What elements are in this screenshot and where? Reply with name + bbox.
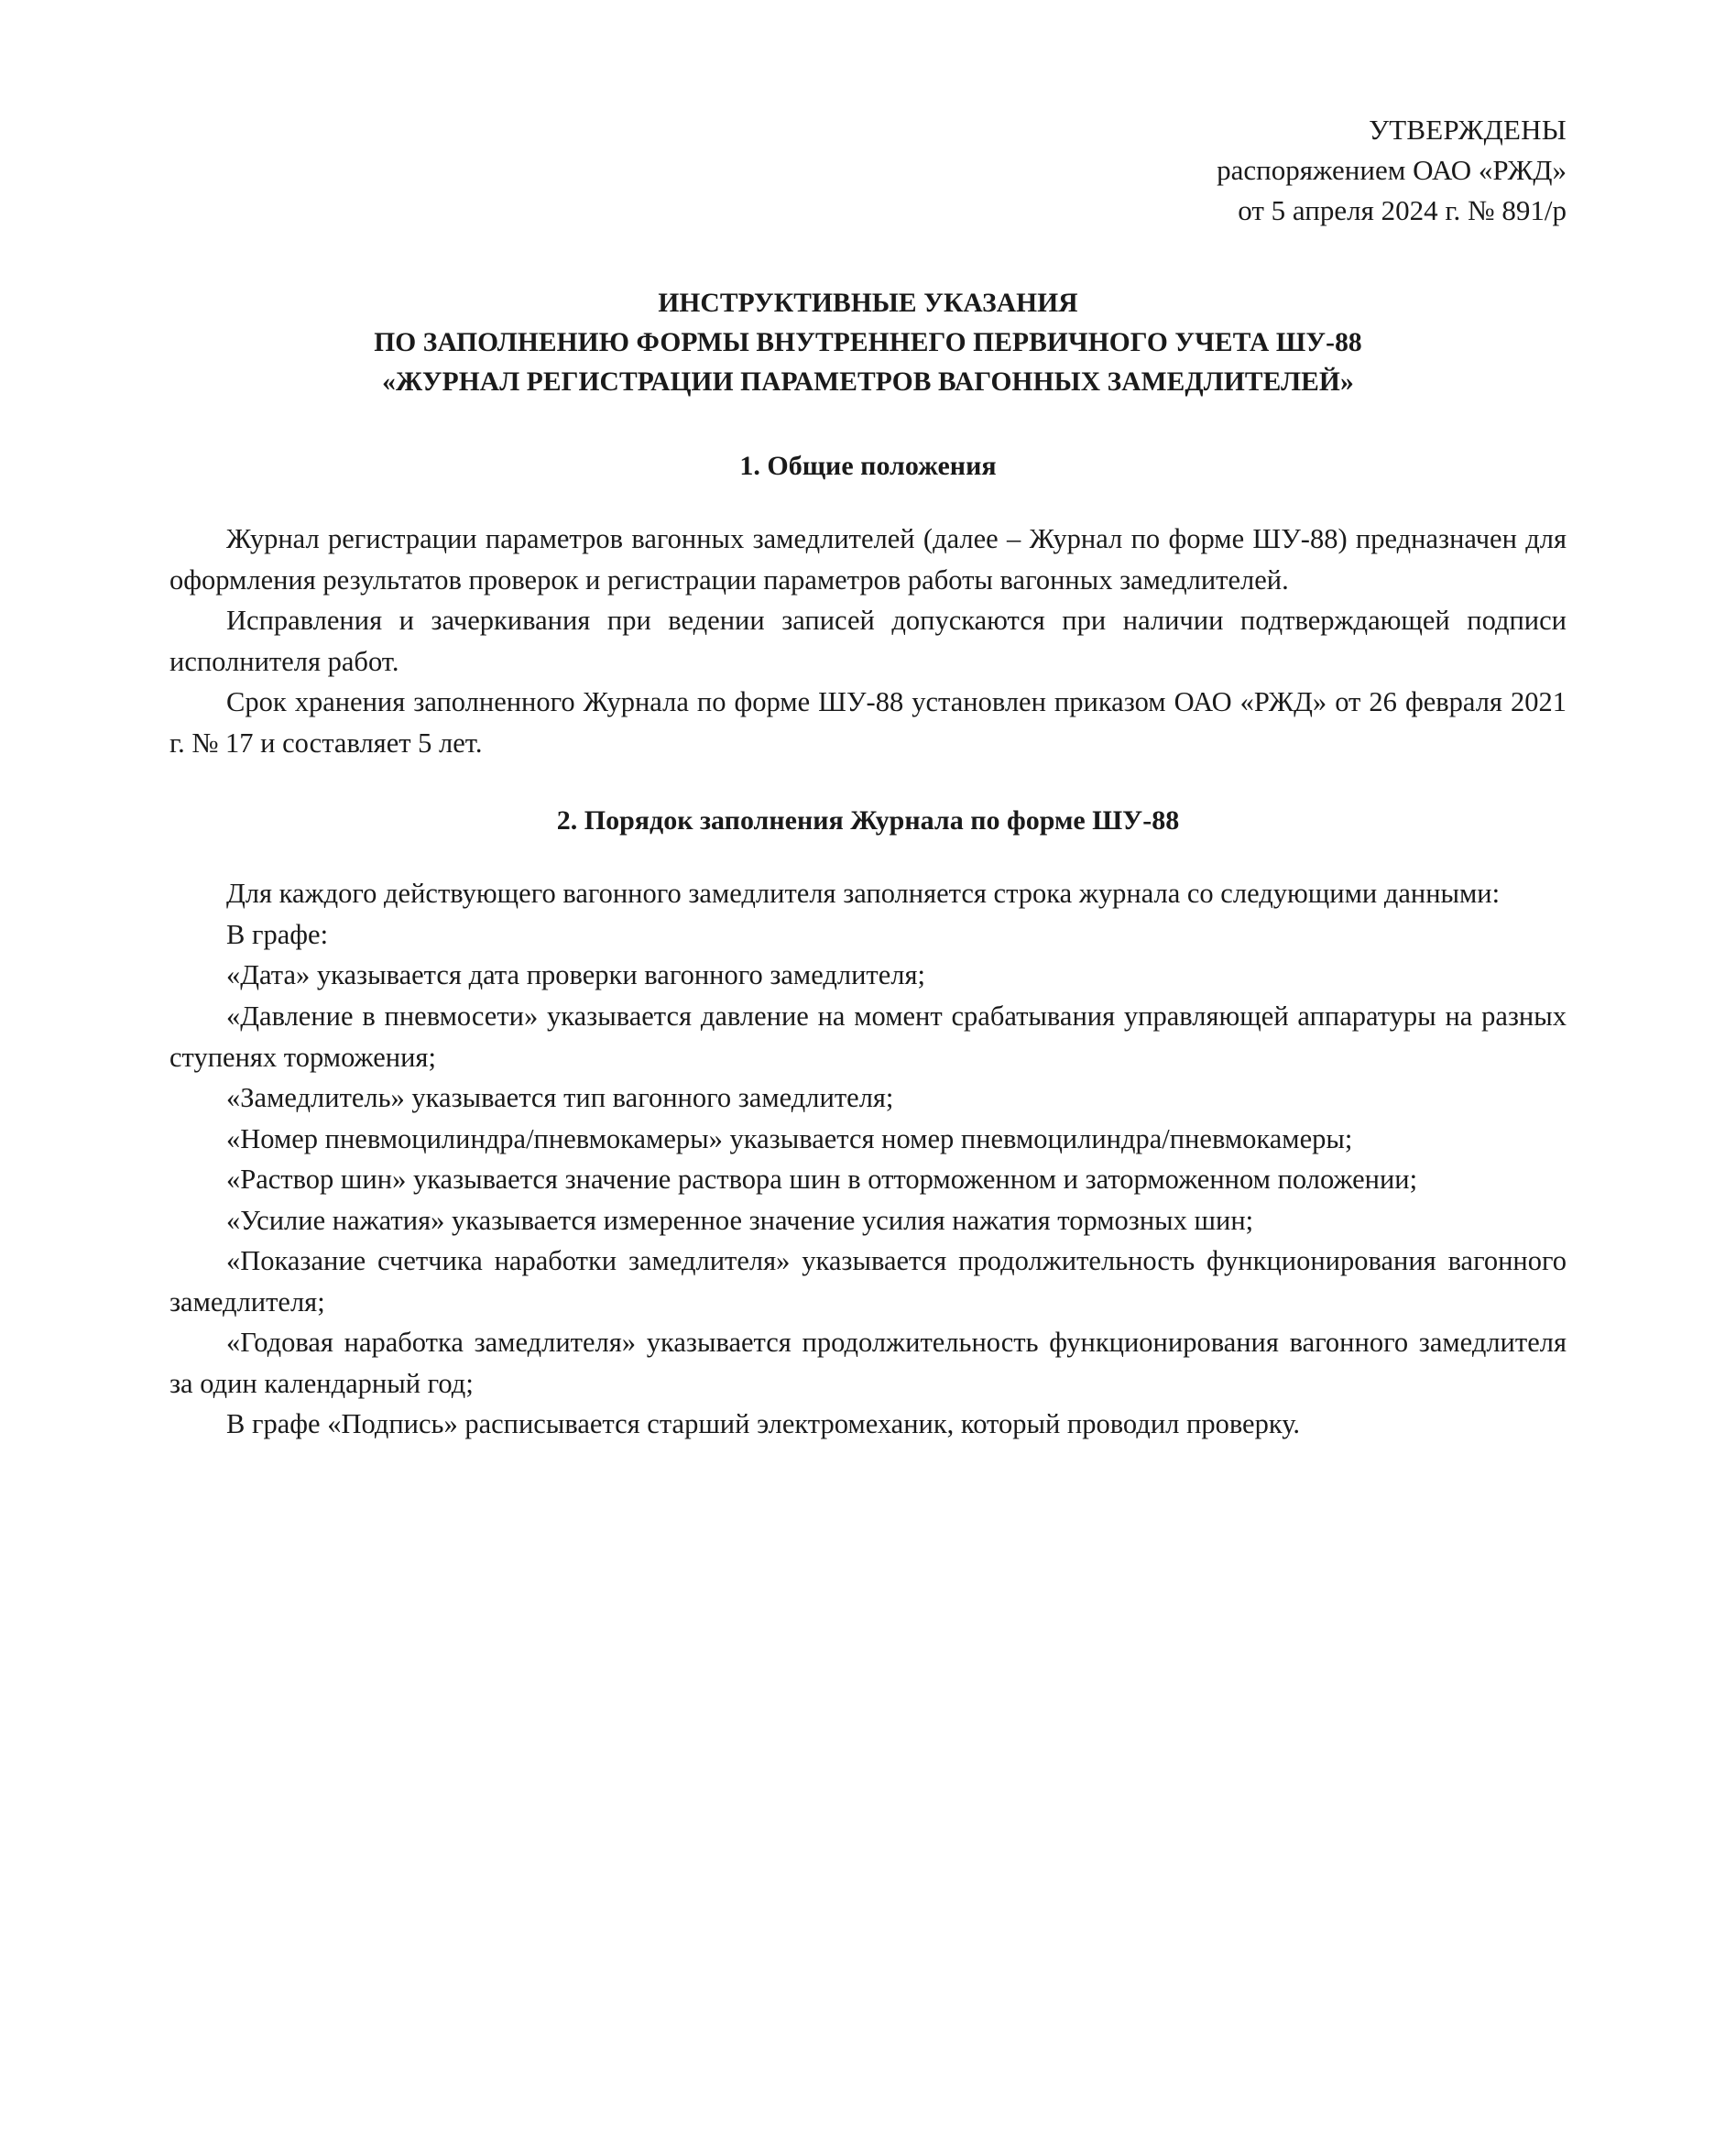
title-line-2: ПО ЗАПОЛНЕНИЮ ФОРМЫ ВНУТРЕННЕГО ПЕРВИЧНОГО УЧЕТА ШУ-88 [374, 327, 1362, 357]
title-line-1: ИНСТРУКТИВНЫЕ УКАЗАНИЯ [658, 289, 1078, 319]
section-2-paragraph-10: «Годовая наработка замедлителя» указывается продолжительность функционирования вагонного замедлителя за один календарный год; [169, 1327, 1567, 1399]
section-2-paragraph-1: Для каждого действующего вагонного замедлителя заполняется строка журнала со следующими данными: [226, 878, 1501, 910]
page-title [169, 284, 1567, 401]
title-line-3: «ЖУРНАЛ РЕГИСТРАЦИИ ПАРАМЕТРОВ ВАГОННЫХ ЗАМЕДЛИТЕЛЕЙ» [382, 366, 1354, 397]
section-1-heading: 1. Общие положения [739, 451, 997, 482]
section-1-paragraph-1: Журнал регистрации параметров вагонных замедлителей (далее – Журнал по форме ШУ-88) предназначен для оформления результатов проверок и регистрации параметров работы вагонных замедлителей. [169, 523, 1567, 596]
section-2-paragraph-3: «Дата» указывается дата проверки вагонного замедлителя; [226, 959, 926, 991]
section-2-paragraph-4: «Давление в пневмосети» указывается давление на момент срабатывания управляющей аппаратуры на разных ступенях торможения; [169, 1000, 1567, 1073]
approval-line-3: от 5 апреля 2024 г. № 891/р [1238, 194, 1567, 227]
approval-line-1: УТВЕРЖДЕНЫ [1369, 114, 1567, 146]
section-2-paragraph-11: В графе «Подпись» расписывается старший электромеханик, который проводил проверку. [226, 1408, 1301, 1440]
section-2-paragraph-5: «Замедлитель» указывается тип вагонного замедлителя; [226, 1082, 894, 1114]
section-2-paragraph-2: В графе: [226, 918, 329, 950]
section-1-paragraph-2: Исправления и зачеркивания при ведении записей допускаются при наличии подтверждающей подписи исполнителя работ. [169, 605, 1567, 677]
approval-line-2: распоряжением ОАО «РЖД» [1217, 154, 1567, 187]
section-2-paragraph-6: «Номер пневмоцилиндра/пневмокамеры» указывается номер пневмоцилиндра/пневмокамеры; [226, 1122, 1353, 1154]
approval-block [169, 110, 1567, 231]
section-2-paragraph-8: «Усилие нажатия» указывается измеренное значение усилия нажатия тормозных шин; [226, 1204, 1254, 1236]
section-2-heading: 2. Порядок заполнения Журнала по форме ШУ-88 [556, 805, 1180, 836]
section-1-paragraph-3: Срок хранения заполненного Журнала по форме ШУ-88 установлен приказом ОАО «РЖД» от 26 февраля 2021 г. № 17 и составляет 5 лет. [169, 686, 1567, 759]
section-2-paragraph-7: «Раствор шин» указывается значение раствора шин в отторможенном и заторможенном положении; [226, 1164, 1418, 1196]
section-2-paragraph-9: «Показание счетчика наработки замедлителя» указывается продолжительность функционирования вагонного замедлителя; [169, 1245, 1567, 1318]
